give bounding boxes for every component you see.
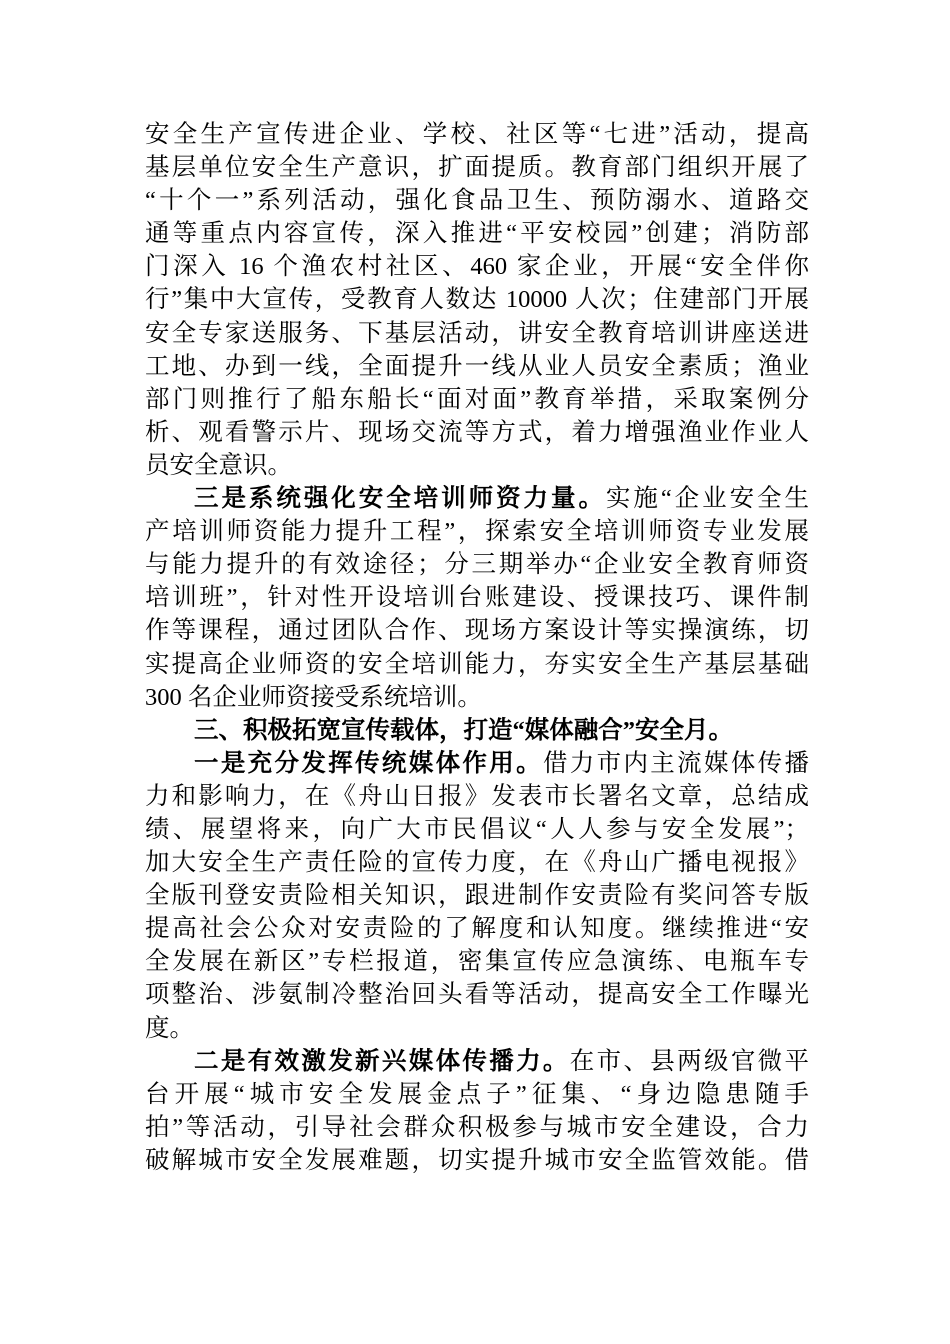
text-line: [145, 581, 809, 614]
text-line: [145, 1078, 809, 1111]
text-line: [145, 151, 809, 184]
body-text: 作等课程，通过团队合作、现场方案设计等实操演练，切: [145, 617, 809, 645]
bold-lead-text: 一是充分发挥传统媒体作用。: [194, 749, 543, 777]
body-text: 员安全意识。: [145, 451, 292, 479]
text-line: [145, 350, 809, 383]
bold-lead-text: 二是有效激发新兴媒体传播力。: [194, 1047, 570, 1075]
text-line: [145, 317, 809, 350]
text-line: [145, 283, 809, 316]
body-text: 加大安全生产责任险的宣传力度，在《舟山广播电视报》: [145, 849, 809, 877]
text-line: [145, 912, 809, 945]
text-line: [145, 648, 809, 681]
body-text: 安全生产宣传进企业、学校、社区等“七进”活动，提高: [145, 121, 809, 148]
bold-lead-text: 三、积极拓宽宣传载体，打造“媒体融合”安全月。: [194, 716, 733, 744]
body-text: 绩、展望将来，向广大市民倡议“人人参与安全发展”；: [145, 815, 809, 843]
body-text: 门深入 16 个渔农村社区、460 家企业，开展“安全伴你: [145, 253, 809, 281]
text-line: [145, 383, 809, 416]
body-text: 借力市内主流媒体传播: [542, 749, 810, 777]
text-line: [145, 1144, 809, 1177]
body-text: 工地、办到一线，全面提升一线从业人员安全素质；渔业: [145, 352, 809, 380]
text-line: [145, 813, 809, 846]
body-text: 部门则推行了船东船长“面对面”教育举措，采取案例分: [145, 385, 809, 413]
body-text: 基层单位安全生产意识，扩面提质。教育部门组织开展了: [145, 154, 809, 182]
text-line: [145, 250, 809, 283]
body-text: 行”集中大宣传，受教育人数达 10000 人次；住建部门开展: [145, 286, 809, 314]
text-line: [145, 1111, 809, 1144]
text-line: [145, 1012, 809, 1045]
text-line: [145, 118, 809, 151]
body-text: 安全专家送服务、下基层活动，讲安全教育培训讲座送进: [145, 319, 809, 347]
body-text: 提高社会公众对安责险的了解度和认知度。继续推进“安: [145, 915, 809, 943]
text-line: [145, 217, 809, 250]
text-line: [145, 780, 809, 813]
body-text: 全版刊登安责险相关知识，跟进制作安责险有奖问答专版: [145, 882, 809, 910]
body-text: 度。: [145, 1014, 194, 1042]
text-line: [145, 614, 809, 647]
text-line: [145, 449, 809, 482]
body-text: 台开展“城市安全发展金点子”征集、“身边隐患随手: [145, 1080, 809, 1108]
body-text: 产培训师资能力提升工程”，探索安全培训师资专业发展: [145, 518, 809, 546]
text-line: [145, 945, 809, 978]
text-line: [145, 1045, 809, 1078]
body-text: 通等重点内容宣传，深入推进“平安校园”创建；消防部: [145, 220, 809, 248]
body-text: 破解城市安全发展难题，切实提升城市安全监管效能。借: [145, 1146, 809, 1174]
body-text: 力和影响力，在《舟山日报》发表市长署名文章，总结成: [145, 782, 809, 810]
body-text: 项整治、涉氨制冷整治回头看等活动，提高安全工作曝光: [145, 981, 809, 1009]
text-line: [145, 482, 809, 515]
text-line: [145, 714, 809, 747]
body-text: 在市、县两级官微平: [569, 1047, 810, 1075]
body-text: 实提高企业师资的安全培训能力，夯实安全生产基层基础: [145, 650, 809, 678]
text-line: [145, 846, 809, 879]
body-text: 培训班”，针对性开设培训台账建设、授课技巧、课件制: [145, 584, 809, 612]
text-line: [145, 184, 809, 217]
body-text: 300 名企业师资接受系统培训。: [145, 683, 482, 711]
text-line: [145, 681, 809, 714]
body-text: 与能力提升的有效途径；分三期举办“企业安全教育师资: [145, 551, 809, 579]
body-text: 实施“企业安全生: [605, 485, 810, 513]
text-line: [145, 515, 809, 548]
body-text: 拍”等活动，引导社会群众积极参与城市安全建设，合力: [145, 1113, 809, 1141]
text-line: [145, 548, 809, 581]
bold-lead-text: 三是系统强化安全培训师资力量。: [194, 485, 606, 513]
text-line: [145, 879, 809, 912]
text-line: [145, 416, 809, 449]
text-line: [145, 978, 809, 1011]
body-text: “十个一”系列活动，强化食品卫生、预防溺水、道路交: [145, 187, 809, 215]
document-page: [145, 118, 809, 1177]
text-line: [145, 747, 809, 780]
body-text: 析、观看警示片、现场交流等方式，着力增强渔业作业人: [145, 418, 809, 446]
body-text: 全发展在新区”专栏报道，密集宣传应急演练、电瓶车专: [145, 948, 809, 976]
